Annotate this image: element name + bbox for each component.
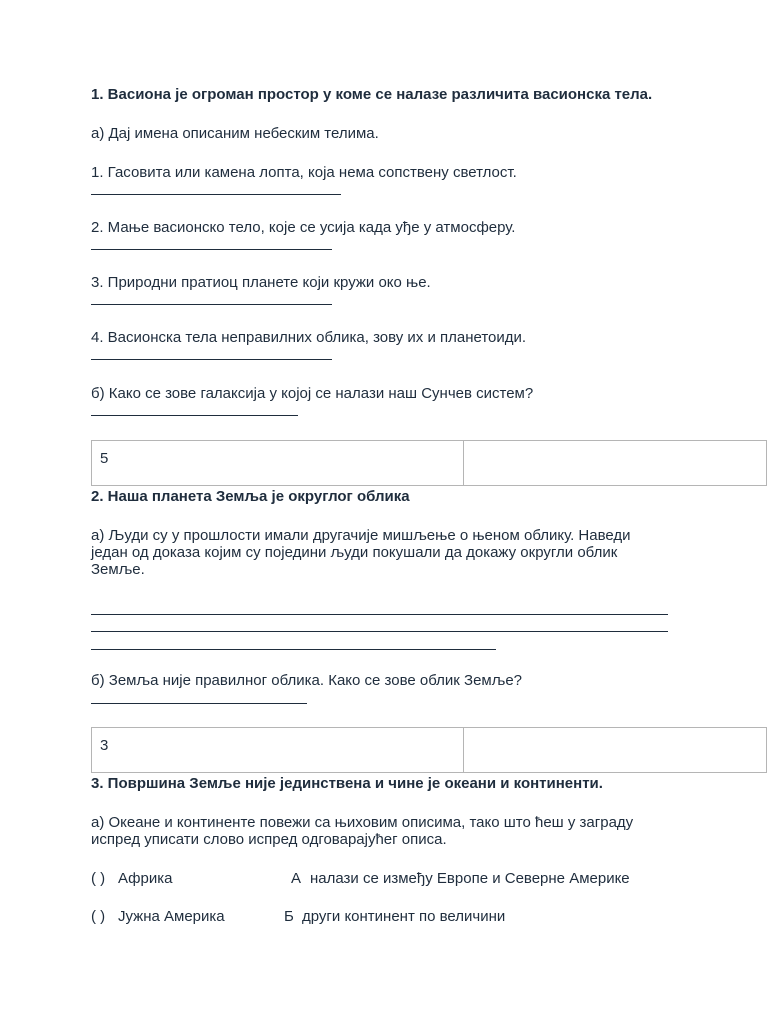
answer-line-q2-b[interactable] — [91, 703, 307, 704]
answer-line-q1-3[interactable] — [91, 304, 332, 305]
match-letter: Б — [284, 908, 294, 925]
q2-title: 2. Наша планета Земља је округлог облика — [91, 488, 410, 505]
q1-max-points: 5 — [100, 450, 109, 467]
match-name: Африка — [118, 870, 173, 887]
answer-line-q1-4[interactable] — [91, 359, 332, 360]
answer-line-q1-2[interactable] — [91, 249, 332, 250]
q2-part-a-line-3: Земље. — [91, 561, 145, 578]
q2-score-box — [91, 727, 767, 773]
answer-line-q2-a-1[interactable] — [91, 614, 668, 615]
q2-part-a-line-2: један од доказа којим су поједини људи покушали да докажу округли облик — [91, 544, 618, 561]
q1-item-2: 2. Мање васионско тело, које се усија када уђе у атмосферу. — [91, 219, 516, 236]
q2-earned-points-cell[interactable] — [464, 728, 766, 772]
q3-title: 3. Површина Земље није јединствена и чине је океани и континенти. — [91, 775, 603, 792]
match-bracket[interactable]: ( ) — [91, 870, 106, 887]
match-letter: А — [291, 870, 302, 887]
q1-title: 1. Васиона је огроман простор у коме се налазе различита васионска тела. — [91, 86, 653, 103]
q1-max-points-cell — [92, 441, 464, 485]
q2-part-a-line-1: а) Људи су у прошлости имали другачије мишљење о њеном облику. Наведи — [91, 527, 631, 544]
match-name: Јужна Америка — [118, 908, 225, 925]
answer-line-q1-1[interactable] — [91, 194, 341, 195]
match-bracket[interactable]: ( ) — [91, 908, 106, 925]
q1-part-a: а) Дај имена описаним небеским телима. — [91, 125, 379, 142]
answer-line-q2-a-2[interactable] — [91, 631, 668, 632]
q2-max-points: 3 — [100, 737, 109, 754]
q2-max-points-cell — [92, 728, 464, 772]
q1-item-1: 1. Гасовита или камена лопта, која нема сопствену светлост. — [91, 164, 517, 181]
match-description: налази се између Европе и Северне Америке — [310, 870, 630, 887]
q3-part-a-line-1: а) Океане и континенте повежи са њиховим описима, тако што ћеш у заграду — [91, 814, 634, 831]
q1-part-b: б) Како се зове галаксија у којој се налази наш Сунчев систем? — [91, 385, 534, 402]
q1-earned-points-cell[interactable] — [464, 441, 766, 485]
match-description: други континент по величини — [302, 908, 506, 925]
q3-part-a-line-2: испред уписати слово испред одговарајућег описа. — [91, 831, 447, 848]
q1-item-4: 4. Васионска тела неправилних облика, зову их и планетоиди. — [91, 329, 527, 346]
answer-line-q1-b[interactable] — [91, 415, 298, 416]
q1-item-3: 3. Природни пратиоц планете који кружи око ње. — [91, 274, 431, 291]
answer-line-q2-a-3[interactable] — [91, 649, 496, 650]
q1-score-box — [91, 440, 767, 486]
q2-part-b: б) Земља није правилног облика. Како се зове облик Земље? — [91, 672, 523, 689]
